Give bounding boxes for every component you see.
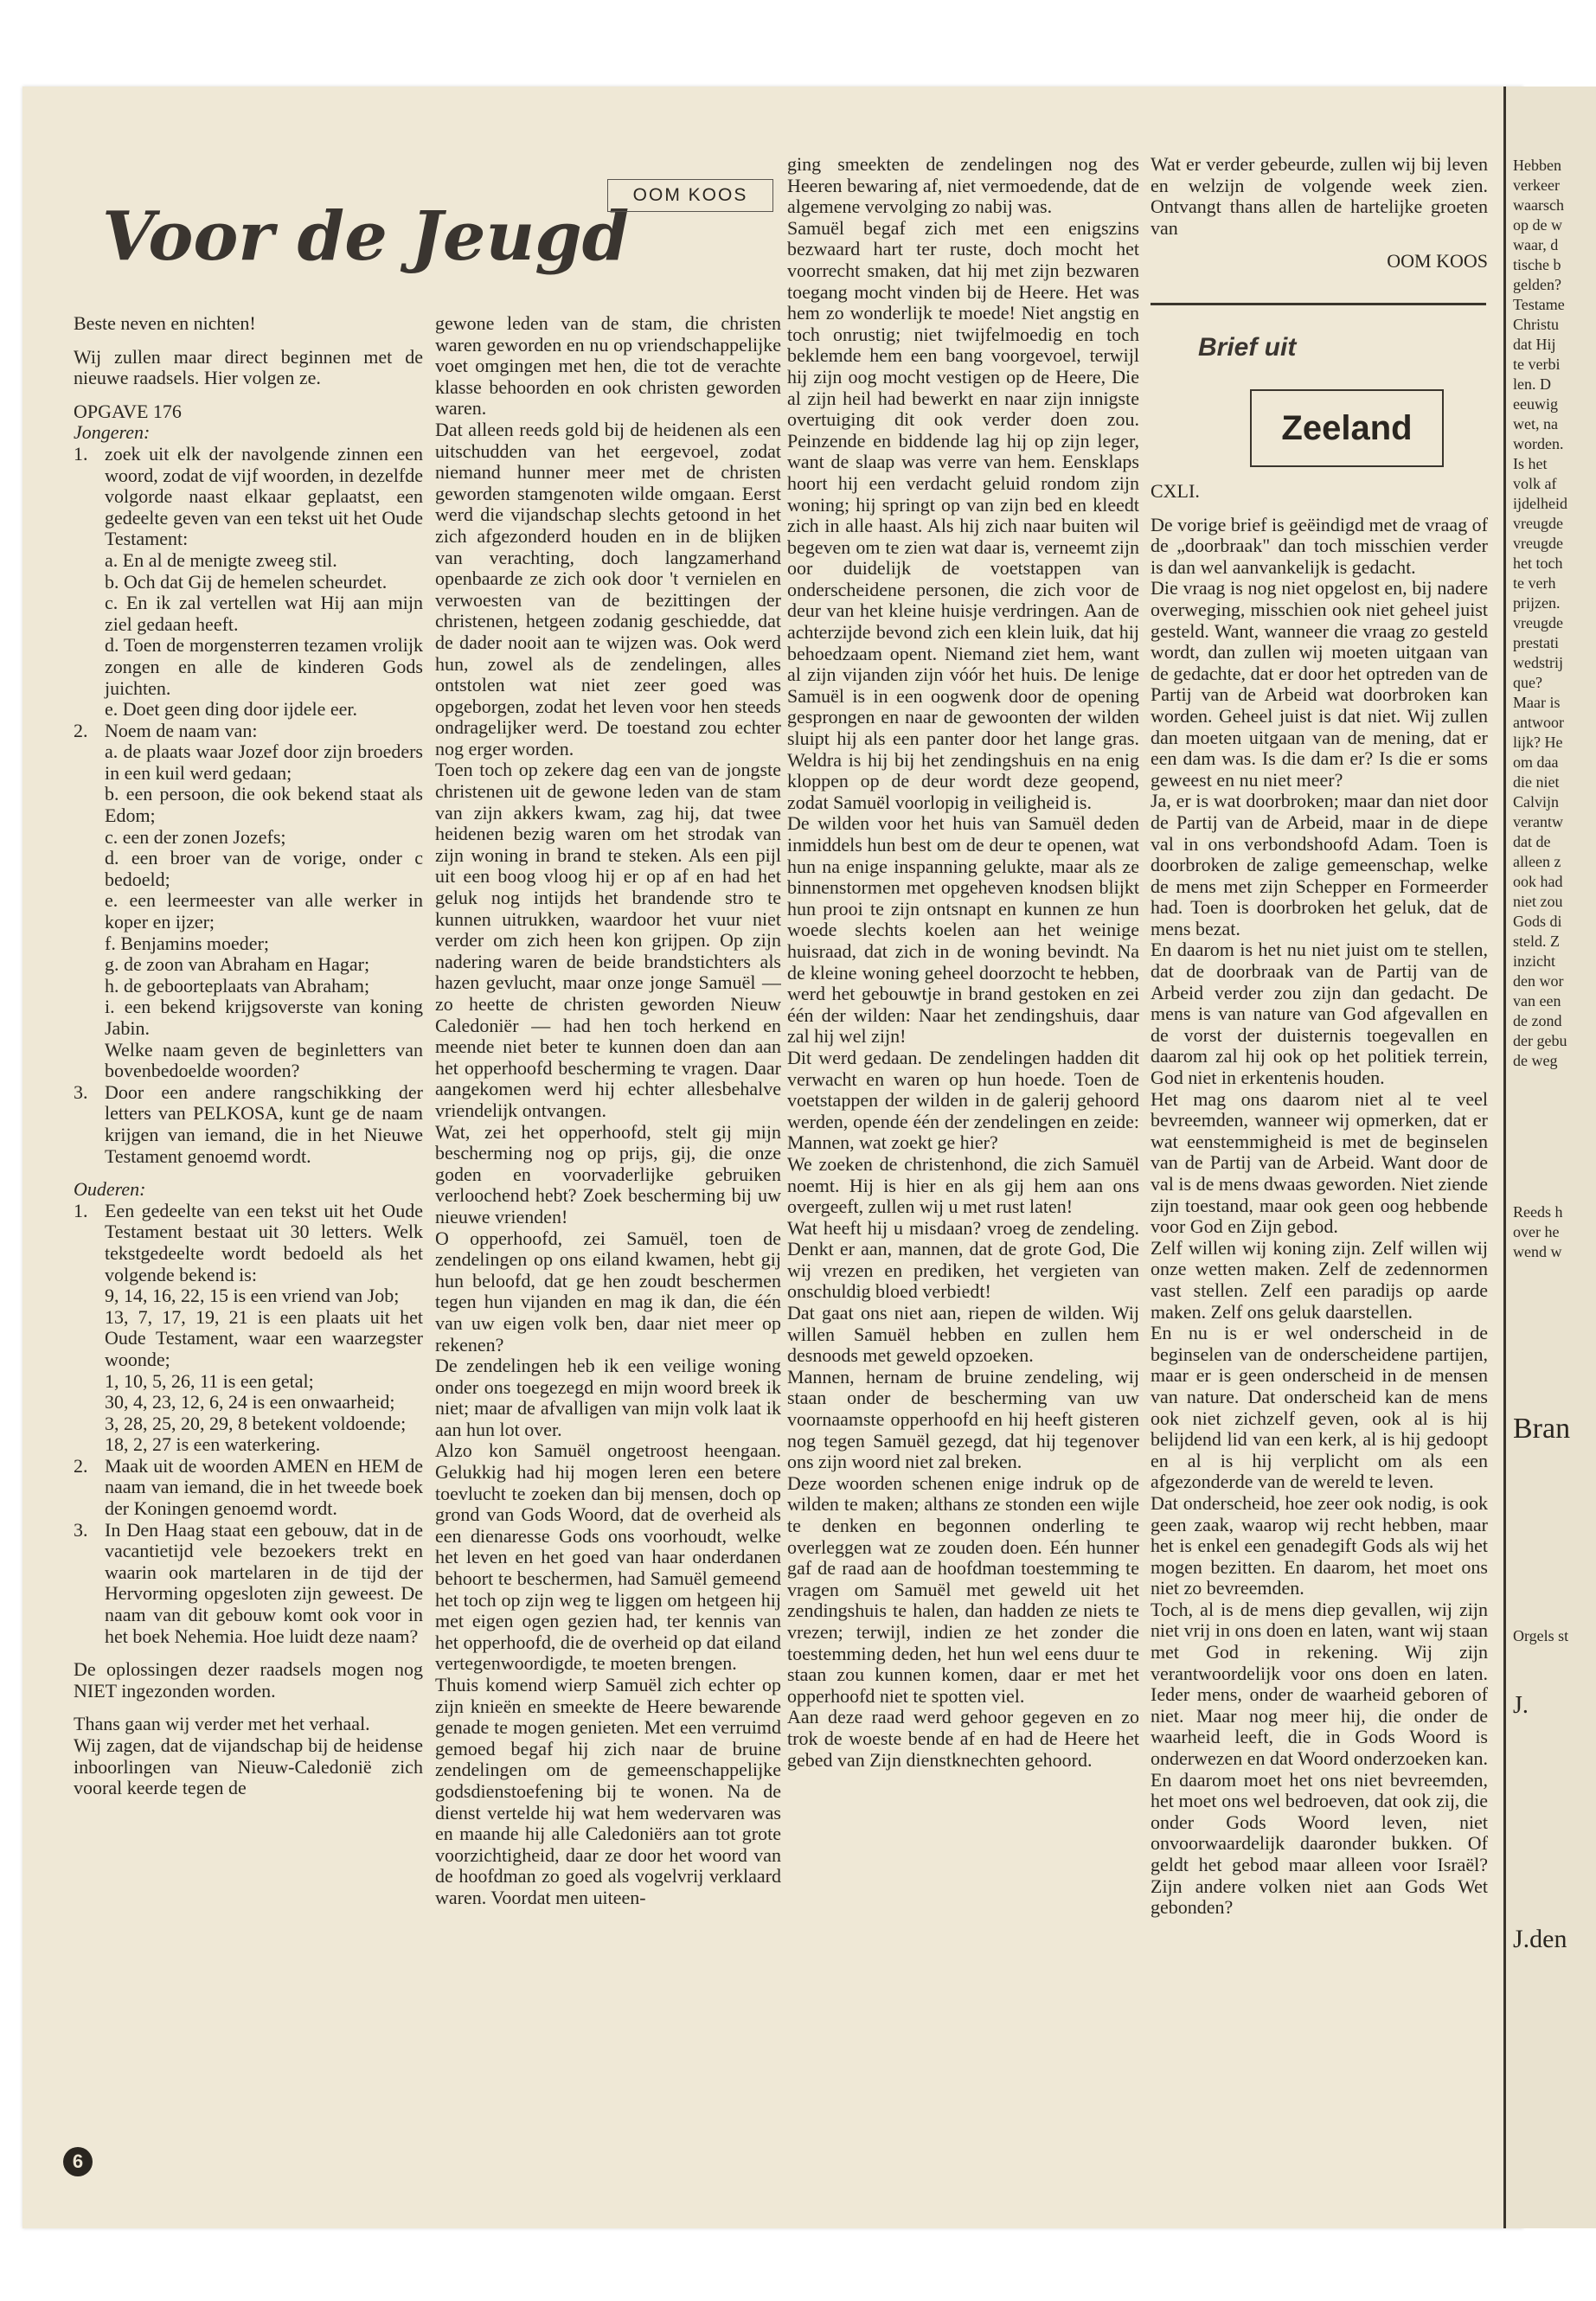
- question-items: [105, 741, 423, 1082]
- edge-line: verantw: [1513, 813, 1563, 830]
- edge-line: het toch: [1513, 554, 1563, 572]
- edge-line: Is het: [1513, 455, 1548, 472]
- edge-line: lijk? He: [1513, 734, 1563, 751]
- edge-line: ook had: [1513, 873, 1563, 890]
- column-4: [1151, 481, 1488, 2120]
- story-paragraph: ging smeekten de zendelingen nog des Heeren bewaring af, niet vermoedende, dat de algemene vervolging zo nabij was.: [787, 154, 1139, 218]
- story-paragraph: Dit werd gedaan. De zendelingen hadden dit verwacht en waren op hun hoede. Toen de voetstappen der wilden in de galerij gehoord werden, opende één der zendelingen en zeide: Mannen, wat zoekt ge hier?: [787, 1046, 1139, 1154]
- story-paragraph: Wat, zei het opperhoofd, stelt gij mijn bescherming nog op prijs, gij, die onze goden en voorvaderlijke gebruiken verloochend hebt? Zoek bescherming bij uw nieuwe vrienden!: [435, 1120, 781, 1227]
- edge-line: der gebu: [1513, 1032, 1567, 1049]
- article-paragraph: Dat onderscheid, hoe zeer ook nodig, is ook geen zaak, waarop wij recht hebben, maar het is enkel een genadegift Gods als wij het mogen bezitten. En daarom, het moet ons niet zo bevreemden.: [1151, 1491, 1488, 1599]
- list-item: a. de plaats waar Jozef door zijn broeders in een kuil werd gedaan;: [105, 740, 423, 784]
- edge-line: Maar is: [1513, 694, 1561, 711]
- story-paragraph: Thans gaan wij verder met het verhaal.: [74, 1713, 370, 1735]
- article-title: Zeeland: [1250, 389, 1444, 467]
- edge-line: que?: [1513, 674, 1542, 691]
- edge-ad-text: Orgels st: [1513, 1627, 1569, 1644]
- edge-text-lower: [1513, 1202, 1563, 1262]
- author-tag: OOM KOOS: [607, 179, 773, 212]
- story-paragraph: Dat alleen reeds gold bij de heidenen als een uitschudden van het eergevoel, zodat niemand hunner meer met de christen geworden stamgenoten wilde omgaan. Eerst werd die vijandschap slechts getoond in het zich afgezonderd houden en in de blijken van verachting, doch langzamerhand openbaarde ze zich ook door 't vernielen en verwoesten van de bezittingen der christenen, hetgeen zodanig geschiedde, dat de dader nooit aan te wijzen was. Ook werd hun, zowel als de zendelingen, alles ontstolen wat niet zeer goed was opgeborgen, zodat het leven voor hen steeds ondragelijker werd. De toestand zou echter nog erger worden.: [435, 418, 781, 760]
- story-paragraph: Samuël begaf zich met een enigszins bezwaard hart ter ruste, doch mocht het voorrecht smaken, dat hij met zijn bezwaren toegang mocht vinden bij de Heere. Het was hem zo wonderlijk te moede! Niet angstig en toch onrustig; niet twijfelmoedig en toch beklemde hem een bang voorgevoel, terwijl hij zijn oog mocht vestigen op de Heere, Die al zijn heil had bewerkt en naar zijn innigste overtuiging dit ook verder doen zou. Peinzende en biddende lag hij op zijn leger, want de slaap was verre van hem. Eensklaps hoort hij een verdacht geluid rondom zijn woning; hij springt op van zijn bed en kleedt zich in alle haast. Als hij zich naar buiten wil begeven om te zien wat daar is, verneemt zijn oor duidelijk de voetstappen van onderscheidene personen, die zich voor de deur van het kleine huisje verdringen. Aan de achterzijde bevond zich een klein luik, dat hij behoedzaam opent. Niemand ziet hem, want al zijn vijanden zijn vóór het huis. De lenige Samuël is in een oogwenk door de opening gesprongen en naar de gewoonten der wilden sluipt hij als een panter door het lange gras. Weldra is hij bij het zendingshuis en na enig kloppen op de deur wordt deze geopend, zodat Samuël voorlopig in veiligheid is.: [787, 216, 1139, 813]
- list-item: f. Benjamins moeder;: [105, 932, 270, 954]
- question: 3. In Den Haag staat een gebouw, dat in de vacantietijd vele bezoekers trekt en waarin ook martelaren in de tijd der Hervorming opgesloten zijn geweest. De naam van dit gebouw komt ook voor in het boek Nehemia. Hoe luidt deze naam?: [74, 1518, 423, 1647]
- divider: [1151, 303, 1486, 305]
- edge-line: Reeds h: [1513, 1203, 1563, 1221]
- story-paragraph: Wij zagen, dat de vijandschap bij de heidense inboorlingen van Nieuw-Caledonië zich vooral keerde tegen de: [74, 1734, 423, 1799]
- column-2: [435, 313, 781, 2121]
- solutions-note: De oplossingen dezer raadsels mogen nog NIET ingezonden worden.: [74, 1658, 423, 1702]
- question-text: In Den Haag staat een gebouw, dat in de vacantietijd vele bezoekers trekt en waarin ook martelaren in de tijd der Hervorming opgesloten zijn geweest. De naam van dit gebouw komt ook voor in het boek Nehemia. Hoe luidt deze naam?: [105, 1518, 423, 1647]
- question: 1. Een gedeelte van een tekst uit het Oude Testament bestaat uit 30 letters. Welk tekstgedeelte wordt bedoeld als het volgende bekend is: 9, 14, 16, 22, 15 is een vriend van Job; 13, 7, 17, 19, 21 is een plaats uit het Oude Testament, waar een waarzegster woonde; 1, 10, 5, 26, 11 is een getal; 30, 4, 23, 12, 6, 24 is een onwaarheid; 3, 28, 25, 20, 29, 8 betekent voldoende; 18, 2, 27 is een waterkering.: [74, 1199, 423, 1456]
- edge-line: op de w: [1513, 216, 1562, 234]
- opgave-heading: OPGAVE 176: [74, 400, 182, 422]
- article-kicker: Brief uit: [1198, 333, 1297, 362]
- question-text: Door een andere rangschikking der letters van PELKOSA, kunt ge de naam krijgen van iemand, die in het Nieuwe Testament genoemd wordt.: [105, 1080, 423, 1167]
- edge-line: van een: [1513, 992, 1561, 1009]
- edge-line: vreugde: [1513, 535, 1563, 552]
- question: 2. Noem de naam van: a. de plaats waar Jozef door zijn broeders in een kuil werd gedaan; b. een persoon, die ook bekend staat als Edom; c. een der zonen Jozefs; d. een broer van de vorige, onder c bedoeld; e. een leermeester van alle werker in koper en ijzer; f. Benjamins moeder; g. de zoon van Abraham en Hagar; h. de geboorteplaats van Abraham; i. een bekend krijgsoverste van koning Jabin. Welke naam geven de beginletters van bovenbedoelde woorden?: [74, 719, 423, 1082]
- edge-line: gelden?: [1513, 276, 1561, 293]
- edge-line: Calvijn: [1513, 793, 1559, 811]
- edge-line: die niet: [1513, 773, 1560, 791]
- edge-line: den wor: [1513, 972, 1564, 990]
- article-paragraph: Ja, er is wat doorbroken; maar dan niet door de Partij van de Arbeid, maar in de diepe val in ons verbondshoofd Adam. Toen is doorbroken de zalige gemeenschap, welke de mens met zijn Schepper en Formeerder had. Toen is doorbroken het geluk, dat de mens bezat.: [1151, 790, 1488, 939]
- edge-line: antwoor: [1513, 714, 1564, 731]
- edge-line: eeuwig: [1513, 395, 1558, 413]
- list-item: Welke naam geven de beginletters van bovenbedoelde woorden?: [105, 1038, 423, 1082]
- ouderen-list: [74, 1201, 423, 1647]
- edge-line: tische b: [1513, 256, 1561, 273]
- edge-line: Testame: [1513, 296, 1565, 313]
- edge-line: alleen z: [1513, 853, 1561, 870]
- edge-line: waar, d: [1513, 236, 1559, 253]
- question-text: zoek uit elk der navolgende zinnen een woord, zodat de vijf woorden, in dezelfde volgorde naast elkaar geplaatst, een gedeelte geven van een tekst uit het Oude Testament:: [105, 442, 423, 550]
- story-paragraph: Dat gaat ons niet aan, riepen de wilden. Wij willen Samuël hebben en zullen hem desnoods met geweld opzoeken.: [787, 1302, 1139, 1367]
- edge-line: wet, na: [1513, 415, 1558, 433]
- story-paragraph: Deze woorden schenen enige indruk op de wilden te maken; althans ze stonden een wijle te denken en begonnen onderling te overleggen wat ze zouden doen. Eén hunner gaf de raad aan de hoofdman toestemming te vragen om Samuël met geweld uit het zendingshuis te halen, dan hadden ze niets te vrezen; terwijl, indien ze het zonder die toestemming deden, het hun wel eens duur te staan zou kunnen komen, daar er met het opperhoofd niet te spotten viel.: [787, 1471, 1139, 1707]
- list-item: 30, 4, 23, 12, 6, 24 is een onwaarheid;: [105, 1391, 395, 1413]
- section-title: Voor de Jeugd: [102, 197, 630, 276]
- edge-line: vreugde: [1513, 614, 1563, 631]
- article-paragraph: Die vraag is nog niet opgelost en, bij nadere overweging, misschien ook niet geheel juist gesteld. Want, wanneer die vraag zo gesteld wordt, dan zullen wij moeten uitgaan van de gedachte, dat er door het optreden van de Partij van de Arbeid wat doorbroken kan worden. Geheel juist is dat niet. Wij zullen dan moeten uitgaan van de mening, dat er een dam was. Is die dam er? Is die er soms geweest en nu niet meer?: [1151, 577, 1488, 791]
- ouderen-heading: Ouderen:: [74, 1178, 146, 1201]
- signature: OOM KOOS: [1387, 250, 1488, 272]
- greeting: Beste neven en nichten!: [74, 313, 256, 334]
- question-items: [105, 1285, 423, 1456]
- story-paragraph: Mannen, hernam de bruine zendeling, wij staan onder de bescherming van uw voornaamste opperhoofd en hij heeft gisteren nog tegen Samuël gezegd, dat hij tegenover ons zijn woord niet zal breken.: [787, 1365, 1139, 1473]
- list-item: e. Doet geen ding door ijdele eer.: [105, 698, 358, 721]
- edge-line: steld. Z: [1513, 933, 1560, 950]
- article-paragraph: En nu is er wel onderscheid in de beginselen van de onderscheidene partijen, maar er is geen onderscheid in de mensen van nature. Dat onderscheid kan de mens ook niet zichzelf geven, ook al is hij belijdend lid van een kerk, al is hij gedoopt en al is hij verplicht om als een afgezonderde van de wereld te leven.: [1151, 1322, 1488, 1493]
- list-item: h. de geboorteplaats van Abraham;: [105, 974, 370, 997]
- column-4-top: [1151, 154, 1488, 292]
- edge-text-column: [1513, 156, 1567, 1071]
- edge-ad-heading: Bran: [1513, 1413, 1571, 1445]
- edge-line: dat Hij: [1513, 336, 1556, 353]
- edge-ad-heading: J.: [1513, 1692, 1529, 1719]
- list-item: d. Toen de morgensterren tezamen vrolijk zongen en alle de kinderen Gods juichten.: [105, 634, 423, 699]
- story-paragraph: Wat heeft hij u misdaan? vroeg de zendeling. Denkt er aan, mannen, dat de grote God, Die wij vrezen en prediken, het vergieten van onschuldig bloed verbiedt!: [787, 1216, 1139, 1303]
- article-paragraph: Toch, al is de mens diep gevallen, wij zijn niet vrij in ons doen en laten, want wij staan met God in rekening. Wij zijn verantwoordelijk voor ons doen en laten. Ieder mens, onder de waarheid geboren of niet. Maar nog meer hij, die onder de waarheid leeft, die in Gods Woord is onderwezen en dat Woord onderzoeken kan.: [1151, 1598, 1488, 1770]
- list-item: 18, 2, 27 is een waterkering.: [105, 1433, 321, 1456]
- story-paragraph: Thuis komend wierp Samuël zich echter op zijn knieën en smeekte de Heere bewarende genade te mogen genieten. Met een verruimd gemoed begaf hij zich naar de bruine zendelingen om de gemeenschappelijke godsdienstoefening bij te wonen. Na de dienst vertelde hij wat hem wedervaren was en maande hij alle Caledoniërs aan tot grote voorzichtigheid, daar ze door het woord van de hoofdman zo goed als vogelvrij verklaard waren. Voordat men uiteen-: [435, 1674, 781, 1908]
- column-3: [787, 154, 1139, 2118]
- intro: Wij zullen maar direct beginnen met de nieuwe raadsels. Hier volgen ze.: [74, 345, 423, 389]
- story-paragraph: De wilden voor het huis van Samuël deden inmiddels hun best om de deur te openen, wat hun na enige inspanning gelukte, maar als ze binnenstormen met opgeheven knodsen blijkt hun prooi te zijn ontsnapt en kunnen ze hun woede slechts koelen aan het weinige huisraad, dat zich in de woning bevindt. Na de kleine woning geheel doorzocht te hebben, werd het gebouwtje in brand gestoken en zei één der wilden: Naar het zendingshuis, daar zal hij wel zijn!: [787, 812, 1139, 1048]
- edge-line: om daa: [1513, 753, 1559, 771]
- edge-line: verkeer: [1513, 176, 1560, 194]
- story-paragraph: We zoeken de christenhond, die zich Samuël noemt. Hij is hier en als gij hem aan ons overgeeft, zullen wij u met rust laten!: [787, 1152, 1139, 1218]
- list-item: a. En al de menigte zweeg stil.: [105, 548, 337, 571]
- story-paragraph: De zendelingen heb ik een veilige woning onder ons toegezegd en mijn woord breek ik niet; maar de afvalligen van mijn volk laat ik aan hun lot over.: [435, 1355, 781, 1440]
- edge-line: worden.: [1513, 435, 1564, 452]
- edge-line: len. D: [1513, 375, 1551, 393]
- list-item: d. een broer van de vorige, onder c bedoeld;: [105, 847, 423, 890]
- story-paragraph: Alzo kon Samuël ongetroost heengaan. Gelukkig had hij mogen leren een betere toevlucht te zoeken dan bij mensen, doch op grond van Gods Woord, dat de overheid als een dienaresse Gods ons voorhoudt, welke het leven en het goed van haar onderdanen behoort te beschermen, had Samuël gemeend het toch op zijn weg te liggen om hetgeen hij met eigen ogen gezien had, ter kennis van het opperhoofd, die de overheid op dat eiland vertegenwoordigde, te moeten brengen.: [435, 1439, 781, 1675]
- question-text: Noem de naam van:: [105, 719, 258, 741]
- edge-line: wedstrij: [1513, 654, 1563, 671]
- edge-line: prestati: [1513, 634, 1559, 651]
- list-item: 13, 7, 17, 19, 21 is een plaats uit het Oude Testament, waar een waarzegster woonde;: [105, 1305, 423, 1370]
- list-item: 3, 28, 25, 20, 29, 8 betekent voldoende;: [105, 1412, 407, 1434]
- story-paragraph: gewone leden van de stam, die christen waren geworden en nu op vriendschappelijke voet omgingen met hen, die tot de verachte klasse behoorden en ook christen geworden waren.: [435, 313, 781, 420]
- list-item: 1, 10, 5, 26, 11 is een getal;: [105, 1369, 314, 1392]
- edge-line: waarsch: [1513, 196, 1564, 214]
- edge-line: Gods di: [1513, 913, 1562, 930]
- edge-line: over he: [1513, 1223, 1560, 1240]
- column-1: [74, 313, 423, 2121]
- edge-line: de weg: [1513, 1052, 1558, 1069]
- edge-line: te verh: [1513, 574, 1556, 592]
- question-text: Een gedeelte van een tekst uit het Oude Testament bestaat uit 30 letters. Welk tekstgedeelte wordt bedoeld als het volgende bekend is:: [105, 1199, 423, 1285]
- list-item: b. een persoon, die ook bekend staat als Edom;: [105, 783, 423, 827]
- edge-line: prijzen.: [1513, 594, 1561, 612]
- list-item: b. Och dat Gij de hemelen scheurdet.: [105, 570, 388, 593]
- question: 2. Maak uit de woorden AMEN en HEM de naam van iemand, die in het tweede boek der Koningen genoemd wordt.: [74, 1454, 423, 1520]
- edge-line: volk af: [1513, 475, 1557, 492]
- list-item: i. een bekend krijgsoverste van koning Jabin.: [105, 996, 423, 1039]
- list-item: g. de zoon van Abraham en Hagar;: [105, 953, 370, 976]
- edge-line: wend w: [1513, 1243, 1562, 1260]
- story-paragraph: O opperhoofd, zei Samuël, toen de zendelingen op ons eiland kwamen, hebt gij hun beloofd, dat ge hen zoudt beschermen tegen hun vijanden en mag ik dan, die één van uw eigen volk ben, daar niet meer op rekenen?: [435, 1227, 781, 1356]
- story-paragraph: Toen toch op zekere dag een van de jongste christenen uit de gewone leden van de stam van zijn akkers kwam, zag hij, dat twee heidenen bezig waren om het strodak van zijn woning in brand te steken. Als een pijl uit een boog vloog hij er op af en had het geluk nog intijds het brandende stro te kunnen uitrukken, waardoor het vuur niet verder om zich heen kon grijpen. Op zijn nadering waren de beide brandstichters als hazen gevlucht, maar onze jonge Samuël — zo heette de christen geworden Nieuw Caledoniër — had hen toch herkend en meende niet beter te kunnen doen dan aan het opperhoofd bescherming te vragen. Daar aangekomen werd hij echter allesbehalve vriendelijk ontvangen.: [435, 759, 781, 1121]
- article-paragraph: De vorige brief is geëindigd met de vraag of de „doorbraak" dan toch misschien verder is dan wel aanvankelijk is gedacht.: [1151, 513, 1488, 578]
- jongeren-list: [74, 444, 423, 1167]
- article-paragraph: Zelf willen wij koning zijn. Zelf willen wij onze wetten maken. Zelf de zedennormen vast stellen. Zelf een paradijs op aarde maken. Zelf ons geluk daarstellen.: [1151, 1236, 1488, 1323]
- story-paragraph: Wat er verder gebeurde, zullen wij bij leven en welzijn de volgende week zien. Ontvangt thans allen de hartelijke groeten van: [1151, 154, 1488, 239]
- edge-ad-heading: J.den: [1513, 1925, 1567, 1953]
- list-item: 9, 14, 16, 22, 15 is een vriend van Job;: [105, 1285, 400, 1307]
- edge-line: niet zou: [1513, 893, 1563, 910]
- question-items: [105, 550, 423, 721]
- article-paragraph: En daarom is het nu niet juist om te stellen, dat de doorbraak van de Partij van de Arbeid verder zou zijn dan gedacht. De mens is van nature van God afgevallen en de vorst der duisternis toegevallen en daarom zal hij ook op het politiek terrein, God niet in erkentenis houden.: [1151, 939, 1488, 1089]
- article-paragraph: Het mag ons daarom niet al te veel bevreemden, wanneer wij opmerken, dat er wat eenstemmigheid is met de beginselen van de Partij van de Arbeid. Want door de val is de mens dwaas geworden. Niet ziende zijn toestand, maar ook geen oog hebbende voor God en Zijn gebod.: [1151, 1087, 1488, 1238]
- edge-line: Christu: [1513, 316, 1560, 333]
- question: 1. zoek uit elk der navolgende zinnen een woord, zodat de vijf woorden, in dezelfde volgorde naast elkaar geplaatst, een gedeelte geven van een tekst uit het Oude Testament: a. En al de menigte zweeg stil. b. Och dat Gij de hemelen scheurdet. c. En ik zal vertellen wat Hij aan mijn ziel gedaan heeft. d. Toen de morgensterren tezamen vrolijk zongen en alle de kinderen Gods juichten. e. Doet geen ding door ijdele eer.: [74, 442, 423, 721]
- edge-line: Hebben: [1513, 157, 1561, 174]
- list-item: c. een der zonen Jozefs;: [105, 825, 286, 848]
- edge-line: ijdelheid: [1513, 495, 1567, 512]
- page-number: 6: [63, 2147, 93, 2176]
- question: 3. Door een andere rangschikking der letters van PELKOSA, kunt ge de naam krijgen van iemand, die in het Nieuwe Testament genoemd wordt.: [74, 1080, 423, 1167]
- story-paragraph: Aan deze raad werd gehoor gegeven en zo trok de woeste bende af en had de Heere het gebed van Zijn dienstknechten gehoord.: [787, 1706, 1139, 1771]
- edge-line: inzicht: [1513, 952, 1555, 970]
- edge-line: de zond: [1513, 1012, 1562, 1029]
- list-item: e. een leermeester van alle werker in koper en ijzer;: [105, 889, 423, 933]
- jongeren-heading: Jongeren:: [74, 421, 151, 444]
- edge-line: te verbi: [1513, 356, 1561, 373]
- article-number: CXLI.: [1151, 481, 1200, 502]
- edge-line: vreugde: [1513, 515, 1563, 532]
- adjacent-page-edge: [1503, 87, 1596, 2228]
- question-text: Maak uit de woorden AMEN en HEM de naam van iemand, die in het tweede boek der Koningen genoemd wordt.: [105, 1454, 423, 1520]
- list-item: c. En ik zal vertellen wat Hij aan mijn ziel gedaan heeft.: [105, 592, 423, 635]
- edge-line: dat de: [1513, 833, 1551, 850]
- article-paragraph: En daarom moet het ons niet bevreemden, het moet ons wel bedroeven, dat ook zij, die onder Gods Woord leven, niet onvoorwaardelijk daaronder bukken. Of geldt het gebod maar alleen voor Israël? Zijn andere volken niet aan Gods Wet gebonden?: [1151, 1768, 1488, 1919]
